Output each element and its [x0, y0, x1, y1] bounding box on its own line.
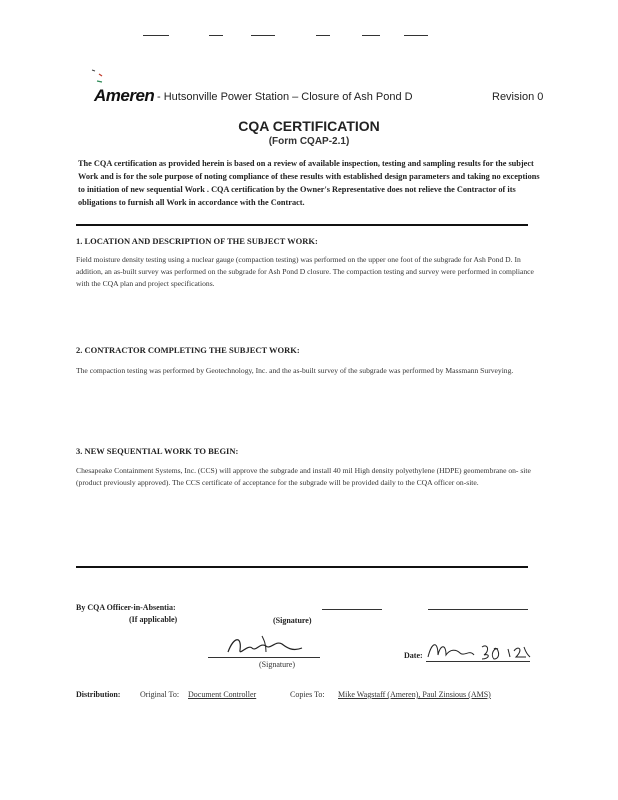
scan-mark	[362, 35, 380, 36]
scan-mark	[209, 35, 223, 36]
ameren-logo-icon	[90, 68, 106, 86]
signature-caption: (Signature)	[273, 616, 312, 625]
section-heading-location: 1. LOCATION AND DESCRIPTION OF THE SUBJECT WORK:	[76, 236, 318, 246]
scan-mark	[143, 35, 169, 36]
if-applicable-label: (If applicable)	[129, 615, 178, 624]
page-title: CQA CERTIFICATION	[238, 118, 380, 134]
signature-line	[208, 657, 320, 658]
signature-line	[322, 609, 382, 610]
date-line	[426, 661, 530, 662]
revision-label: Revision 0	[492, 91, 544, 103]
scan-mark	[316, 35, 330, 36]
section-body-location: Field moisture density testing using a nuclear gauge (compaction testing) was performed on the upper one foot of the subgrade for Ash Pond D. In addition, an as-built survey was performed on the subgrade for Ash Pond D closure. The compaction testing and survey were performed in compliance with the CQA plan and project specifications.	[76, 255, 534, 288]
section-body-contractor: The compaction testing was performed by Geotechnology, Inc. and the as-built survey of the subgrade was performed by Massmann Surveying.	[76, 366, 514, 375]
distribution-label: Distribution:	[76, 690, 121, 699]
divider	[76, 224, 528, 226]
scan-mark	[404, 35, 428, 36]
date-label: Date:	[404, 651, 423, 660]
form-number: (Form CQAP-2.1)	[268, 136, 350, 147]
handwritten-date	[424, 637, 532, 663]
original-to-value: Document Controller	[188, 690, 257, 699]
scan-mark	[251, 35, 275, 36]
copies-to-value: Mike Wagstaff (Ameren), Paul Zinsious (AMS)	[338, 690, 491, 699]
section-heading-contractor: 2. CONTRACTOR COMPLETING THE SUBJECT WORK:	[76, 345, 300, 355]
signature-caption: (Signature)	[259, 660, 295, 669]
signature-line	[428, 609, 528, 610]
divider	[76, 566, 528, 568]
handwritten-signature	[222, 630, 312, 660]
intro-paragraph: The CQA certification as provided herein is based on a review of available inspection, testing and sampling results for the subject Work and is for the sole purpose of noting compliance of these results with established design parameters and taking no exceptions to initiation of new sequential Work . CQA certification by the Owner's Representative does not relieve the Contractor of its obligations to furnish all Work in accordance with the Contract.	[78, 159, 540, 207]
copies-to-label: Copies To:	[290, 690, 325, 699]
officer-label: By CQA Officer-in-Absentia:	[76, 603, 176, 612]
original-to-label: Original To:	[140, 690, 180, 699]
section-body-new-work: Chesapeake Containment Systems, Inc. (CCS) will approve the subgrade and install 40 mil High density polyethylene (HDPE) geomembrane on- site (product previously approved). The CCS certificate of acceptance for the subgrade will be provided daily to the CQA officer on-site.	[76, 466, 531, 487]
company-logo: Ameren	[94, 86, 155, 105]
section-heading-new-work: 3. NEW SEQUENTIAL WORK TO BEGIN:	[76, 446, 239, 456]
station-title: - Hutsonville Power Station – Closure of Ash Pond D	[157, 91, 413, 103]
